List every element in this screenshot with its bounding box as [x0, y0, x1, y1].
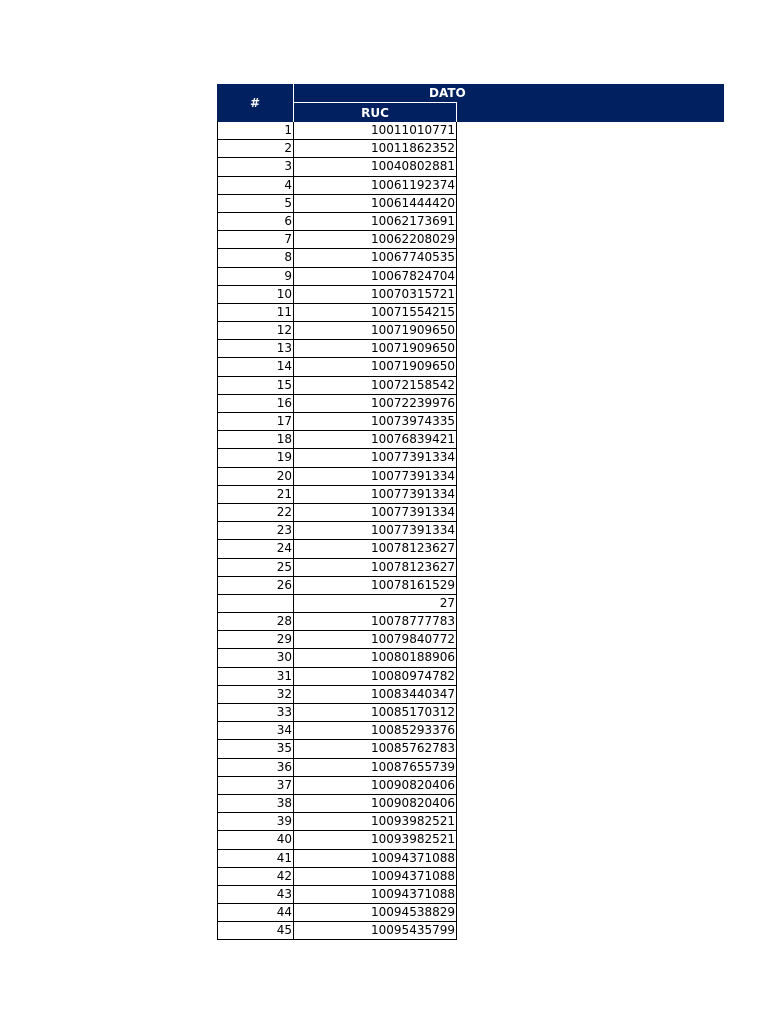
row-number: 13	[218, 340, 294, 357]
table-row	[218, 449, 456, 467]
row-ruc: 10085170312	[371, 705, 455, 719]
row-number	[218, 595, 294, 612]
row-number: 8	[218, 249, 294, 266]
row-number: 40	[218, 831, 294, 848]
ruc-table	[217, 84, 724, 940]
row-number: 11	[218, 304, 294, 321]
table-row	[218, 922, 456, 940]
row-ruc: 10085293376	[371, 723, 455, 738]
row-ruc: 10011010771	[371, 123, 455, 137]
row-ruc: 10067740535	[371, 250, 455, 265]
row-ruc: 10077391334	[371, 504, 455, 519]
row-number: 45	[218, 922, 294, 939]
table-row	[218, 140, 456, 158]
row-ruc: 10090820406	[371, 795, 455, 810]
row-number: 41	[218, 850, 294, 867]
table-row	[218, 340, 456, 358]
row-number: 16	[218, 395, 294, 412]
row-ruc: 10078123627	[371, 541, 455, 556]
row-number: 21	[218, 486, 294, 503]
header-group-label: DATO	[429, 86, 466, 100]
row-ruc: 10071909650	[371, 341, 455, 356]
row-ruc: 10073974335	[371, 414, 455, 428]
row-number: 5	[218, 195, 294, 212]
row-number: 30	[218, 649, 294, 666]
table-row	[218, 704, 456, 722]
row-ruc: 10080974782	[371, 668, 455, 683]
table-row	[218, 886, 456, 904]
row-ruc: 10070315721	[371, 286, 455, 301]
row-number: 44	[218, 904, 294, 921]
row-ruc: 10087655739	[371, 759, 455, 774]
row-number: 19	[218, 449, 294, 466]
header-group	[294, 84, 466, 103]
row-ruc: 10079840772	[371, 632, 455, 647]
table-row	[218, 613, 456, 631]
table-row	[218, 631, 456, 649]
table-row	[218, 413, 456, 431]
row-ruc: 10077391334	[371, 450, 455, 465]
row-ruc: 10076839421	[371, 432, 455, 447]
table-row	[218, 268, 456, 286]
row-ruc: 10080188906	[371, 650, 455, 665]
row-number: 4	[218, 177, 294, 194]
row-ruc: 10011862352	[371, 141, 455, 156]
row-number: 36	[218, 759, 294, 776]
row-ruc: 10061444420	[371, 195, 455, 210]
table-row	[218, 504, 456, 522]
row-ruc: 10094371088	[371, 850, 455, 865]
table-row	[218, 249, 456, 267]
table-row	[218, 522, 456, 540]
row-number: 25	[218, 559, 294, 576]
table-row	[218, 777, 456, 795]
row-ruc: 10083440347	[371, 686, 455, 701]
row-number: 6	[218, 213, 294, 230]
table-row	[218, 668, 456, 686]
row-number: 29	[218, 631, 294, 648]
table-row	[218, 231, 456, 249]
row-ruc: 10062173691	[371, 213, 455, 228]
table-row	[218, 649, 456, 667]
header-ruc: RUC	[294, 103, 457, 122]
row-ruc: 10077391334	[371, 523, 455, 538]
row-number: 10	[218, 286, 294, 303]
row-number: 12	[218, 322, 294, 339]
row-number: 24	[218, 540, 294, 557]
row-ruc: 10095435799	[371, 923, 455, 938]
table-row	[218, 559, 456, 577]
row-ruc: 10067824704	[371, 268, 455, 283]
row-number: 39	[218, 813, 294, 830]
row-ruc: 10077391334	[371, 486, 455, 501]
table-row	[218, 304, 456, 322]
table-row	[218, 722, 456, 740]
row-number: 34	[218, 722, 294, 739]
row-number: 35	[218, 740, 294, 757]
row-number: 3	[218, 158, 294, 175]
row-ruc: 10062208029	[371, 232, 455, 247]
row-ruc: 10078777783	[371, 614, 455, 629]
table-row	[218, 759, 456, 777]
row-ruc: 10094371088	[371, 868, 455, 883]
table-row	[218, 740, 456, 758]
table-row	[218, 540, 456, 558]
row-ruc: 10093982521	[371, 814, 455, 829]
row-number: 38	[218, 795, 294, 812]
row-ruc: 10071554215	[371, 304, 455, 319]
table-row	[218, 195, 456, 213]
row-ruc: 10078161529	[371, 577, 455, 592]
row-ruc: 10040802881	[371, 159, 455, 174]
row-number: 42	[218, 868, 294, 885]
table-row	[218, 322, 456, 340]
table-row	[218, 850, 456, 868]
table-row	[218, 395, 456, 413]
table-row	[218, 795, 456, 813]
row-number: 18	[218, 431, 294, 448]
row-number: 26	[218, 577, 294, 594]
row-ruc: 10071909650	[371, 323, 455, 338]
row-number: 33	[218, 704, 294, 721]
row-number: 1	[218, 122, 294, 139]
row-number: 20	[218, 468, 294, 485]
row-number: 31	[218, 668, 294, 685]
row-ruc: 10072239976	[371, 395, 455, 410]
row-number: 32	[218, 686, 294, 703]
row-ruc: 10071909650	[371, 359, 455, 374]
row-number: 37	[218, 777, 294, 794]
table-row	[218, 213, 456, 231]
table-row	[218, 813, 456, 831]
row-number: 28	[218, 613, 294, 630]
row-ruc: 10061192374	[371, 177, 455, 192]
table-row	[218, 468, 456, 486]
row-ruc: 27	[439, 595, 455, 610]
table-row	[218, 177, 456, 195]
table-row	[218, 122, 456, 140]
row-number: 9	[218, 268, 294, 285]
table-row	[218, 831, 456, 849]
table-row	[218, 286, 456, 304]
row-ruc: 10072158542	[371, 377, 455, 392]
row-ruc: 10090820406	[371, 777, 455, 792]
row-number: 23	[218, 522, 294, 539]
row-ruc: 10085762783	[371, 741, 455, 756]
row-number: 7	[218, 231, 294, 248]
table-row	[218, 904, 456, 922]
row-number: 22	[218, 504, 294, 521]
row-ruc: 10094371088	[371, 886, 455, 901]
row-number: 15	[218, 377, 294, 394]
table-row	[218, 686, 456, 704]
row-number: 17	[218, 413, 294, 430]
row-number: 2	[218, 140, 294, 157]
table-row	[218, 868, 456, 886]
row-number: 43	[218, 886, 294, 903]
header-hash: #	[217, 84, 294, 122]
row-number: 14	[218, 358, 294, 375]
table-body	[217, 122, 457, 940]
row-ruc: 10093982521	[371, 832, 455, 847]
table-row	[218, 431, 456, 449]
row-ruc: 10094538829	[371, 905, 455, 920]
table-header	[217, 84, 724, 122]
table-row	[218, 486, 456, 504]
row-ruc: 10077391334	[371, 468, 455, 483]
table-row	[218, 358, 456, 376]
table-row	[218, 577, 456, 595]
table-row	[218, 377, 456, 395]
table-row	[218, 158, 456, 176]
row-ruc: 10078123627	[371, 559, 455, 574]
table-row	[218, 595, 456, 613]
